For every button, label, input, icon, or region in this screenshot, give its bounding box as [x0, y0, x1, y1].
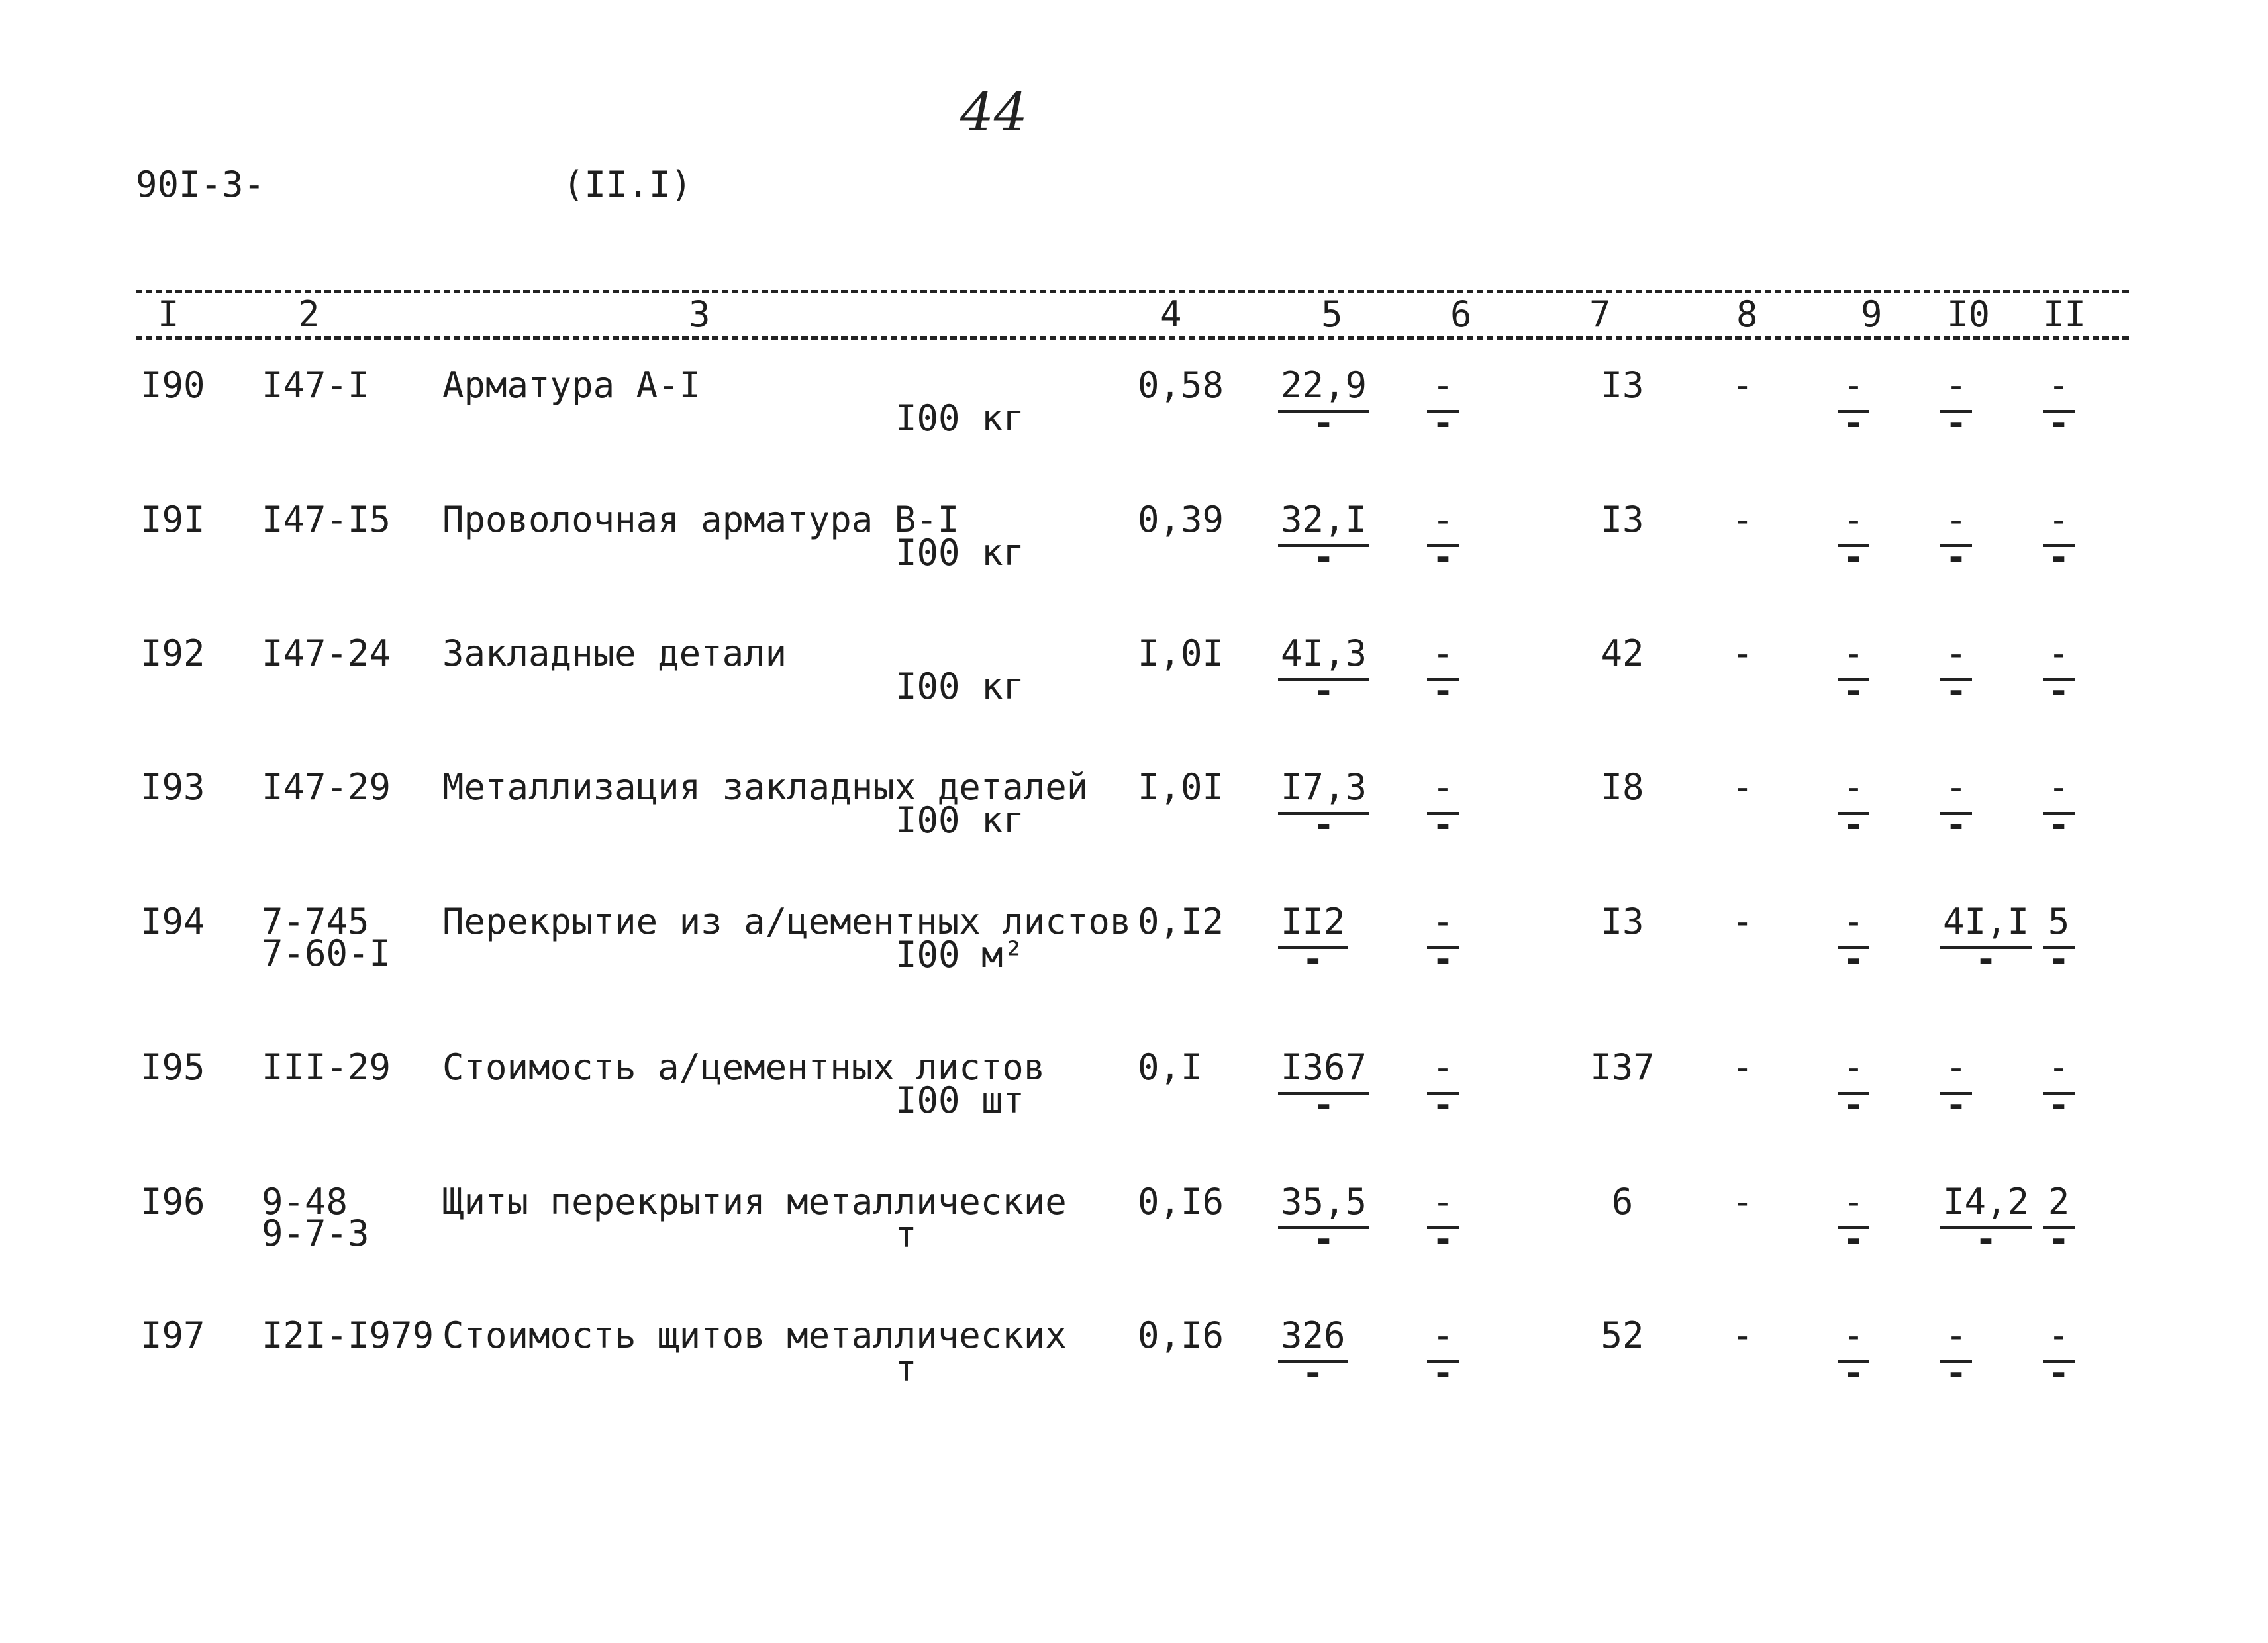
cell-norm-code: 7-60-I	[262, 932, 391, 974]
cell-row-number: I96	[140, 1181, 205, 1222]
fraction-bottom: -	[1945, 804, 1967, 846]
cell-row-number: I95	[140, 1046, 205, 1088]
column-number: II	[2043, 293, 2087, 335]
cell-col-5	[1278, 499, 1369, 578]
cell-col-8: -	[1732, 364, 1753, 406]
fraction-bottom: -	[1842, 1219, 1865, 1260]
cell-row-number: I94	[140, 901, 205, 942]
cell-col-7: 52	[1601, 1315, 1644, 1356]
cell-col-6	[1427, 632, 1459, 712]
fraction-top: -	[1838, 502, 1869, 547]
fraction-top: -	[1838, 368, 1869, 413]
fraction-bottom: -	[2047, 536, 2070, 578]
fraction-bottom: -	[2047, 1084, 2070, 1126]
cell-unit: I00 кг	[895, 799, 1025, 841]
cell-col-4: 0,I6	[1138, 1181, 1224, 1222]
header-top-rule	[136, 290, 2129, 293]
fraction-top: II2	[1278, 904, 1348, 949]
cell-item-name: Арматура А-I	[442, 364, 701, 406]
cell-col-11	[2043, 901, 2075, 980]
fraction-top: -	[1940, 502, 1972, 547]
cell-unit: I00 м²	[895, 934, 1025, 975]
cell-col-7: I37	[1590, 1046, 1655, 1088]
cell-col-11	[2043, 1181, 2075, 1260]
cell-col-4: 0,I2	[1138, 901, 1224, 942]
column-number: 7	[1589, 293, 1611, 335]
column-number: I0	[1947, 293, 1991, 335]
cell-col-7: I3	[1601, 364, 1644, 406]
cell-col-9	[1838, 766, 1869, 846]
cell-col-4: 0,I	[1138, 1046, 1203, 1088]
cell-item-name: Металлизация закладных деталей	[442, 766, 1089, 808]
fraction-top: -	[1838, 770, 1869, 815]
cell-row-number: I90	[140, 364, 205, 406]
cell-col-10	[1940, 1046, 1972, 1126]
cell-col-10	[1940, 499, 1972, 578]
fraction-bottom: -	[1945, 402, 1967, 444]
cell-unit: т	[895, 1348, 917, 1389]
cell-col-6	[1427, 499, 1459, 578]
cell-item-name: Стоимость а/цементных листов	[442, 1046, 1046, 1088]
fraction-top: -	[1427, 1318, 1459, 1363]
cell-col-10	[1940, 1315, 1972, 1394]
fraction-bottom: -	[1842, 1084, 1865, 1126]
fraction-bottom: -	[1945, 536, 1967, 578]
cell-col-5	[1278, 1046, 1369, 1126]
cell-col-5	[1278, 901, 1348, 980]
cell-col-5	[1278, 364, 1369, 444]
fraction-bottom: -	[1312, 402, 1335, 444]
fraction-bottom: -	[1945, 670, 1967, 712]
column-number: 6	[1450, 293, 1472, 335]
cell-norm-code: I47-I	[262, 364, 370, 406]
fraction-bottom: -	[1945, 1084, 1967, 1126]
cell-item-name: Щиты перекрытия металлические	[442, 1181, 1067, 1222]
fraction-bottom: -	[1432, 938, 1454, 980]
fraction-bottom: -	[1312, 670, 1335, 712]
fraction-bottom: -	[1312, 536, 1335, 578]
fraction-top: 5	[2043, 904, 2075, 949]
column-number: I	[158, 293, 179, 335]
fraction-top: -	[1940, 636, 1972, 681]
page-number: 44	[960, 81, 1028, 143]
fraction-top: I7,3	[1278, 770, 1369, 815]
fraction-top: -	[1427, 770, 1459, 815]
cell-col-7: I3	[1601, 499, 1644, 540]
cell-col-4: I,0I	[1138, 632, 1224, 674]
cell-col-4: 0,39	[1138, 499, 1224, 540]
cell-unit: I00 кг	[895, 397, 1025, 439]
column-number: 2	[298, 293, 320, 335]
fraction-top: -	[2043, 368, 2075, 413]
cell-unit: I00 кг	[895, 532, 1025, 573]
cell-col-11	[2043, 364, 2075, 444]
cell-unit: I00 кг	[895, 666, 1025, 707]
cell-col-4: 0,I6	[1138, 1315, 1224, 1356]
cell-norm-code: 9-48	[262, 1181, 348, 1222]
cell-item-name: Перекрытие из а/цементных листов	[442, 901, 1132, 942]
cell-col-6	[1427, 901, 1459, 980]
cell-col-10	[1940, 901, 2032, 980]
fraction-bottom: -	[1975, 938, 1997, 980]
fraction-top: -	[2043, 770, 2075, 815]
cell-norm-code: 9-7-3	[262, 1213, 370, 1254]
fraction-top: 32,I	[1278, 502, 1369, 547]
fraction-bottom: -	[2047, 1352, 2070, 1394]
fraction-top: 4I,3	[1278, 636, 1369, 681]
column-number: 4	[1160, 293, 1182, 335]
fraction-bottom: -	[1975, 1219, 1997, 1260]
cell-norm-code: 7-745	[262, 901, 370, 942]
fraction-bottom: -	[1432, 670, 1454, 712]
cell-col-11	[2043, 766, 2075, 846]
fraction-top: -	[2043, 1050, 2075, 1095]
cell-col-7: 6	[1611, 1181, 1634, 1222]
fraction-top: -	[2043, 502, 2075, 547]
cell-col-6	[1427, 766, 1459, 846]
fraction-top: -	[1940, 368, 1972, 413]
fraction-bottom: -	[1432, 536, 1454, 578]
cell-item-name: Закладные детали	[442, 632, 787, 674]
cell-col-5	[1278, 632, 1369, 712]
fraction-bottom: -	[1842, 536, 1865, 578]
fraction-bottom: -	[1432, 402, 1454, 444]
cell-unit: т	[895, 1214, 917, 1256]
cell-col-11	[2043, 1315, 2075, 1394]
cell-col-9	[1838, 1315, 1869, 1394]
fraction-bottom: -	[1312, 1084, 1335, 1126]
cell-col-6	[1427, 1315, 1459, 1394]
fraction-bottom: -	[1842, 1352, 1865, 1394]
cell-col-8: -	[1732, 1181, 1753, 1222]
cell-item-name: Проволочная арматура В-I	[442, 499, 960, 540]
cell-norm-code: I47-29	[262, 766, 391, 808]
cell-norm-code: I2I-I979	[262, 1315, 434, 1356]
fraction-top: -	[1427, 636, 1459, 681]
cell-col-7: I3	[1601, 901, 1644, 942]
fraction-top: -	[2043, 636, 2075, 681]
cell-row-number: I93	[140, 766, 205, 808]
cell-col-9	[1838, 364, 1869, 444]
fraction-bottom: -	[1302, 1352, 1324, 1394]
cell-col-9	[1838, 901, 1869, 980]
cell-col-10	[1940, 766, 1972, 846]
cell-col-10	[1940, 632, 1972, 712]
fraction-bottom: -	[2047, 1219, 2070, 1260]
fraction-top: -	[1940, 1318, 1972, 1363]
cell-col-4: 0,58	[1138, 364, 1224, 406]
cell-row-number: I9I	[140, 499, 205, 540]
fraction-bottom: -	[1432, 804, 1454, 846]
cell-col-7: 42	[1601, 632, 1644, 674]
fraction-top: -	[1427, 1050, 1459, 1095]
fraction-bottom: -	[2047, 804, 2070, 846]
fraction-top: -	[2043, 1318, 2075, 1363]
fraction-top: I367	[1278, 1050, 1369, 1095]
column-number: 5	[1321, 293, 1343, 335]
fraction-bottom: -	[1302, 938, 1324, 980]
fraction-top: -	[1838, 1050, 1869, 1095]
cell-col-10	[1940, 364, 1972, 444]
fraction-top: 4I,I	[1940, 904, 2032, 949]
fraction-top: I4,2	[1940, 1184, 2032, 1229]
fraction-bottom: -	[1432, 1219, 1454, 1260]
cell-col-10	[1940, 1181, 2032, 1260]
cell-col-5	[1278, 1181, 1369, 1260]
fraction-top: -	[1940, 770, 1972, 815]
fraction-top: -	[1427, 368, 1459, 413]
cell-norm-code: III-29	[262, 1046, 391, 1088]
fraction-top: -	[1838, 1184, 1869, 1229]
fraction-top: -	[1427, 904, 1459, 949]
fraction-bottom: -	[2047, 938, 2070, 980]
fraction-top: -	[1838, 904, 1869, 949]
cell-unit: I00 шт	[895, 1079, 1025, 1121]
cell-row-number: I97	[140, 1315, 205, 1356]
cell-col-11	[2043, 632, 2075, 712]
fraction-top: -	[1838, 1318, 1869, 1363]
fraction-bottom: -	[2047, 402, 2070, 444]
fraction-bottom: -	[1432, 1352, 1454, 1394]
fraction-bottom: -	[1312, 804, 1335, 846]
cell-col-11	[2043, 499, 2075, 578]
cell-col-6	[1427, 364, 1459, 444]
cell-item-name: Стоимость щитов металлических	[442, 1315, 1067, 1356]
cell-col-7: I8	[1601, 766, 1644, 808]
cell-col-4: I,0I	[1138, 766, 1224, 808]
cell-col-5	[1278, 1315, 1348, 1394]
fraction-bottom: -	[2047, 670, 2070, 712]
fraction-bottom: -	[1432, 1084, 1454, 1126]
fraction-top: 2	[2043, 1184, 2075, 1229]
cell-norm-code: I47-24	[262, 632, 391, 674]
fraction-top: -	[1427, 1184, 1459, 1229]
cell-col-8: -	[1732, 766, 1753, 808]
fraction-bottom: -	[1945, 1352, 1967, 1394]
header-bottom-rule	[136, 336, 2129, 340]
fraction-top: -	[1940, 1050, 1972, 1095]
doc-section: (II.I)	[563, 164, 693, 205]
column-number: 8	[1736, 293, 1758, 335]
column-number: 9	[1861, 293, 1883, 335]
fraction-bottom: -	[1842, 938, 1865, 980]
fraction-top: -	[1427, 502, 1459, 547]
doc-code: 90I-3-	[136, 164, 266, 205]
fraction-bottom: -	[1842, 804, 1865, 846]
cell-col-5	[1278, 766, 1369, 846]
fraction-bottom: -	[1312, 1219, 1335, 1260]
fraction-top: 22,9	[1278, 368, 1369, 413]
cell-row-number: I92	[140, 632, 205, 674]
cell-col-9	[1838, 632, 1869, 712]
cell-col-8: -	[1732, 901, 1753, 942]
cell-col-9	[1838, 499, 1869, 578]
fraction-top: 326	[1278, 1318, 1348, 1363]
cell-col-8: -	[1732, 499, 1753, 540]
cell-col-6	[1427, 1046, 1459, 1126]
fraction-top: -	[1838, 636, 1869, 681]
column-number: 3	[689, 293, 711, 335]
fraction-bottom: -	[1842, 402, 1865, 444]
cell-col-8: -	[1732, 632, 1753, 674]
cell-col-9	[1838, 1181, 1869, 1260]
cell-col-6	[1427, 1181, 1459, 1260]
fraction-bottom: -	[1842, 670, 1865, 712]
cell-col-8: -	[1732, 1046, 1753, 1088]
cell-col-9	[1838, 1046, 1869, 1126]
cell-col-8: -	[1732, 1315, 1753, 1356]
fraction-top: 35,5	[1278, 1184, 1369, 1229]
cell-norm-code: I47-I5	[262, 499, 391, 540]
cell-col-11	[2043, 1046, 2075, 1126]
